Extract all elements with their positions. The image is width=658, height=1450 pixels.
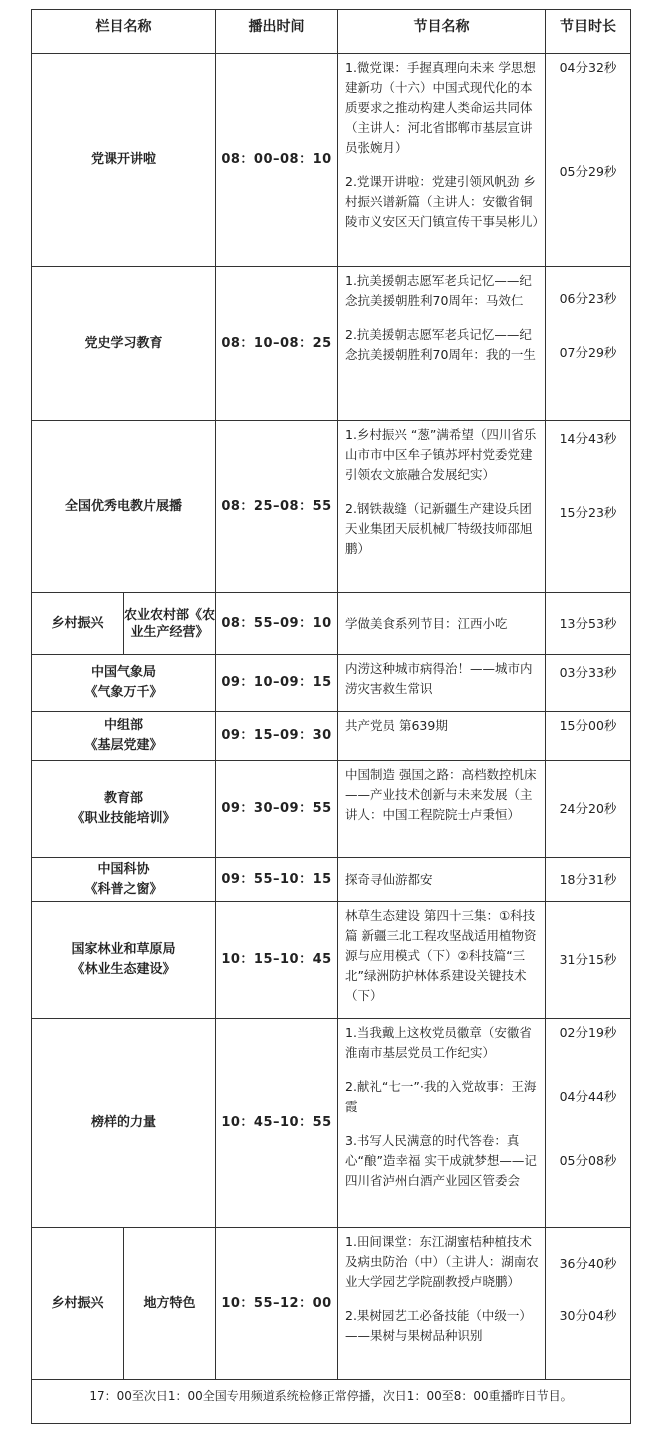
header-column-name: 栏目名称	[32, 10, 216, 54]
table-row	[32, 267, 631, 421]
duration: 18分31秒	[559, 871, 617, 887]
duration: 30分04秒	[559, 1308, 617, 1323]
column-name-line: 《科普之窗》	[84, 881, 163, 897]
table-row	[32, 858, 631, 902]
column-name: 乡村振兴	[32, 1228, 124, 1380]
column-name: 榜样的力量	[32, 1019, 216, 1228]
duration-cell	[546, 267, 631, 421]
duration-cell	[546, 858, 631, 902]
program-item: 1.微党课：手握真理向未来 学思想建新功（十六）中国式现代化的本质要求之推动构建人类命运共同体（主讲人：河北省邯郸市基层宣讲员张婉月）	[345, 60, 536, 155]
duration-cell	[546, 761, 631, 858]
table-row	[32, 712, 631, 761]
column-name-line: 教育部	[103, 791, 143, 806]
column-name-line: 中国科协	[97, 861, 150, 877]
program-cell	[338, 655, 546, 712]
column-name-line: 中国气象局	[90, 665, 156, 680]
program-item: 3.书写人民满意的时代答卷：真心“酿”造幸福 实干成就梦想——记四川省泸州白酒产业园区管委会	[345, 1133, 537, 1188]
column-name: 乡村振兴	[32, 593, 124, 655]
column-name: 全国优秀电教片展播	[32, 421, 216, 593]
duration: 24分20秒	[559, 801, 617, 816]
duration-cell	[546, 655, 631, 712]
program-item: 2.抗美援朝志愿军老兵记忆——纪念抗美援朝胜利70周年：我的一生	[345, 327, 536, 362]
column-name	[32, 902, 216, 1019]
broadcast-time: 09：15–09：30	[216, 712, 338, 761]
header-broadcast-time: 播出时间	[216, 10, 338, 54]
table-header-row	[32, 10, 631, 54]
duration-cell	[546, 902, 631, 1019]
table-row	[32, 761, 631, 858]
column-name-line: 国家林业和草原局	[71, 942, 176, 957]
duration: 05分08秒	[559, 1153, 617, 1168]
program-item: 1.当我戴上这枚党员徽章（安徽省淮南市基层党员工作纪实）	[345, 1025, 532, 1060]
broadcast-time: 10：45–10：55	[216, 1019, 338, 1228]
broadcast-time: 09：10–09：15	[216, 655, 338, 712]
table-row	[32, 421, 631, 593]
program-cell	[338, 761, 546, 858]
program-item: 2.党课开讲啦：党建引领风帆劲 乡村振兴谱新篇（主讲人：安徽省铜陵市义安区天门镇宣传干事吴彬儿）	[345, 174, 546, 229]
program-cell	[338, 421, 546, 593]
column-name: 党课开讲啦	[32, 54, 216, 267]
program-item: 林草生态建设 第四十三集：①科技篇 新疆三北工程攻坚战适用植物资源与应用模式（下）②科技篇“三北”绿洲防护林体系建设关键技术（下）	[345, 908, 537, 1003]
program-cell	[338, 858, 546, 902]
program-item: 2.献礼“七一”·我的入党故事：王海霞	[345, 1079, 537, 1114]
column-name-line: 《职业技能培训》	[71, 811, 176, 826]
broadcast-time: 08：55–09：10	[216, 593, 338, 655]
duration: 15分00秒	[559, 718, 617, 733]
program-item: 共产党员 第639期	[345, 718, 448, 733]
column-name-line: 《林业生态建设》	[71, 962, 176, 977]
broadcast-time: 08：10–08：25	[216, 267, 338, 421]
program-cell	[338, 712, 546, 761]
column-name	[32, 712, 216, 761]
duration: 05分29秒	[559, 164, 617, 179]
header-duration: 节目时长	[546, 10, 631, 54]
duration-cell	[546, 421, 631, 593]
header-program-name: 节目名称	[338, 10, 546, 54]
schedule-table	[31, 9, 631, 1424]
duration: 02分19秒	[559, 1025, 617, 1040]
program-cell	[338, 1019, 546, 1228]
broadcast-time: 09：55–10：15	[216, 858, 338, 902]
program-item: 1.乡村振兴 “葱”满希望（四川省乐山市市中区牟子镇苏坪村党委党建引领农文旅融合发展纪实）	[345, 427, 537, 482]
column-name	[32, 655, 216, 712]
broadcast-time: 10：15–10：45	[216, 902, 338, 1019]
duration: 03分33秒	[559, 665, 617, 680]
broadcast-time: 10：55–12：00	[216, 1228, 338, 1380]
duration-cell	[546, 1228, 631, 1380]
program-item: 1.田间课堂：东江湖蜜桔种植技术及病虫防治（中）（主讲人：湖南农业大学园艺学院副教授卢晓鹏）	[345, 1234, 539, 1289]
duration: 13分53秒	[559, 615, 617, 631]
broadcast-time: 09：30–09：55	[216, 761, 338, 858]
program-item: 2.钢铁裁缝（记新疆生产建设兵团天业集团天辰机械厂特级技师邵旭鹏）	[345, 501, 533, 556]
program-item: 2.果树园艺工必备技能（中级一）——果树与果树品种识别	[345, 1308, 532, 1343]
column-name	[32, 858, 216, 902]
duration-cell	[546, 54, 631, 267]
program-item: 学做美食系列节目：江西小吃	[345, 615, 508, 631]
program-cell	[338, 54, 546, 267]
duration-cell	[546, 593, 631, 655]
table-row	[32, 902, 631, 1019]
footer-row	[32, 1380, 631, 1424]
program-item: 中国制造 强国之路：高档数控机床——产业技术创新与未来发展（主讲人：中国工程院院士卢秉恒）	[345, 767, 537, 822]
table-row	[32, 1019, 631, 1228]
program-item: 内涝这种城市病得治！——城市内涝灾害救生常识	[345, 661, 533, 696]
program-item: 1.抗美援朝志愿军老兵记忆——纪念抗美援朝胜利70周年：马效仁	[345, 273, 532, 308]
duration-cell	[546, 1019, 631, 1228]
program-cell	[338, 1228, 546, 1380]
duration: 04分32秒	[559, 60, 617, 75]
table-row	[32, 1228, 631, 1380]
duration: 07分29秒	[559, 345, 617, 360]
column-name-line: 《基层党建》	[84, 738, 163, 753]
duration: 15分23秒	[559, 505, 617, 520]
duration-cell	[546, 712, 631, 761]
duration: 06分23秒	[559, 291, 617, 306]
program-cell	[338, 902, 546, 1019]
sub-column-name: 农业农村部《农业生产经营》	[124, 593, 216, 655]
duration: 04分44秒	[559, 1089, 617, 1104]
program-cell	[338, 267, 546, 421]
duration: 36分40秒	[559, 1256, 617, 1271]
column-name-line: 《气象万千》	[84, 685, 163, 700]
broadcast-time: 08：25–08：55	[216, 421, 338, 593]
broadcast-time: 08：00–08：10	[216, 54, 338, 267]
table-row	[32, 593, 631, 655]
column-name	[32, 761, 216, 858]
table-row	[32, 54, 631, 267]
duration: 14分43秒	[559, 431, 617, 446]
program-item: 探奇寻仙游都安	[345, 871, 433, 887]
footer-note: 17：00至次日1：00全国专用频道系统检修正常停播，次日1：00至8：00重播昨日节目。	[32, 1380, 631, 1424]
duration: 31分15秒	[559, 952, 617, 967]
sub-column-name: 地方特色	[124, 1228, 216, 1380]
program-cell	[338, 593, 546, 655]
column-name-line: 中组部	[103, 718, 143, 733]
table-row	[32, 655, 631, 712]
column-name: 党史学习教育	[32, 267, 216, 421]
